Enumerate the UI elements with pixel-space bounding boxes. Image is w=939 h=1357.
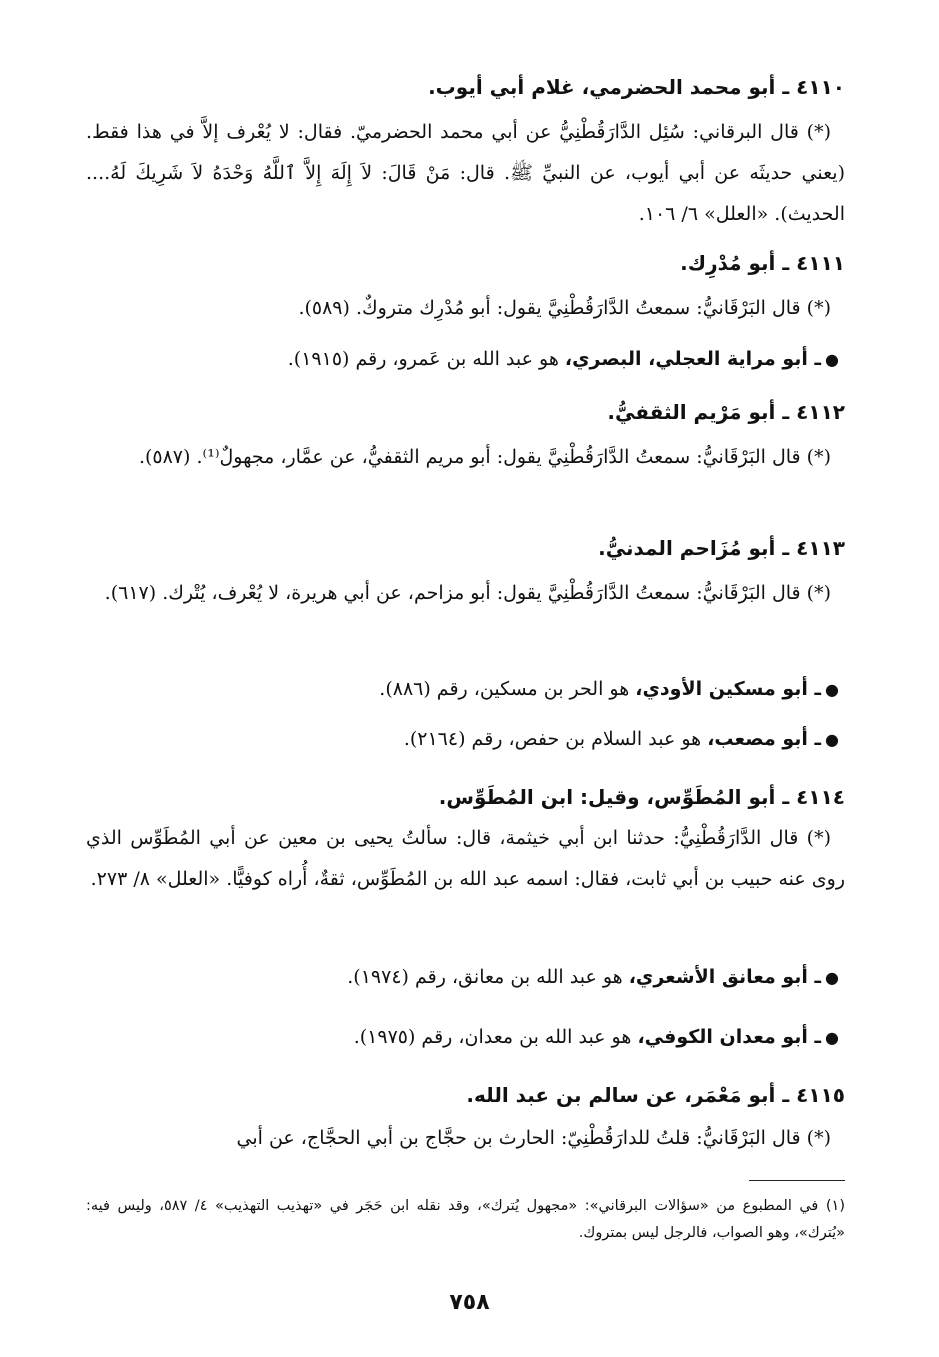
cross-reference-text: هو عبد الله بن معدان، رقم (١٩٧٥).: [353, 1026, 638, 1048]
cross-reference-title: ـ أبو مسكين الأودي،: [635, 678, 822, 700]
entry-heading-4111: ٤١١١ ـ أبو مُدْرِك.: [680, 251, 845, 275]
cross-reference-item: [86, 674, 839, 705]
page-number: ٧٥٨: [449, 1290, 490, 1315]
cross-reference-item: [86, 962, 839, 993]
bullet-icon: ●: [825, 680, 839, 699]
cross-reference-title: ـ أبو مراية العجلي، البصري،: [564, 348, 822, 370]
footnote: (١) في المطبوع من «سؤالات البرقاني»: «مجهول يُترك»، وقد نقله ابن حَجَر في «تهذيب التهذيب» ٤/ ٥٨٧، وليس فيه: «يُترك»، وهو الصواب، فالرجل ليس بمتروك.: [86, 1198, 845, 1241]
cross-reference-text: هو الحر بن مسكين، رقم (٨٨٦).: [379, 678, 636, 700]
bullet-icon: ●: [825, 730, 839, 749]
entry-heading-4114: ٤١١٤ ـ أبو المُطَوِّس، وقيل: ابن المُطَوِّس.: [438, 785, 845, 809]
entry-heading-4113: ٤١١٣ ـ أبو مُزَاحم المدنيُّ.: [598, 536, 845, 560]
cross-reference-title: ـ أبو مصعب،: [707, 728, 822, 750]
cross-reference-item: [86, 724, 839, 755]
entry-text-4112: (*) قال البَرْقَانيُّ: سمعتُ الدَّارَقُطْنِيَّ يقول: أبو مريم الثقفيُّ، عن عمَّار، مجهولٌ⁽¹⁾. (٥٨٧).: [138, 446, 831, 468]
entry-text-4110: (*) قال البرقاني: سُئِل الدَّارَقُطْنِيُّ عن أبي محمد الحضرميّ. فقال: لا يُعْرف إلاَّ في هذا فقط. (يعني حديثَه عن أبي أيوب، عن النبيِّ ﷺ. قال: مَنْ قَالَ: لاَ إِلَهَ إِلاَّ ٱللَّهُ وَحْدَهُ لاَ شَرِيكَ لَهُ.... الحديث). «العلل» ٦/ ١٠٦.: [86, 121, 845, 225]
entry-heading-4110: ٤١١٠ ـ أبو محمد الحضرمي، غلام أبي أيوب.: [428, 75, 845, 99]
bullet-icon: ●: [825, 1028, 839, 1047]
cross-reference-title: ـ أبو معانق الأشعري،: [628, 966, 822, 988]
cross-reference-item: [86, 1022, 839, 1053]
cross-reference-title: ـ أبو معدان الكوفي،: [637, 1026, 822, 1048]
cross-reference-text: هو عبد الله بن معانق، رقم (١٩٧٤).: [347, 966, 629, 988]
bullet-icon: ●: [825, 350, 839, 369]
cross-reference-text: هو عبد الله بن عَمرو، رقم (١٩١٥).: [287, 348, 565, 370]
entry-heading-4112: ٤١١٢ ـ أبو مَرْيم الثقفيُّ.: [607, 400, 845, 424]
cross-reference-text: هو عبد السلام بن حفص، رقم (٢١٦٤).: [403, 728, 708, 750]
entry-text-4115: (*) قال البَرْقَانيُّ: قلتُ للدارَقُطْنِيّ: الحارث بن حجَّاج بن أبي الحجَّاج، عن أبي: [236, 1127, 831, 1149]
entry-text-4111: (*) قال البَرْقَانيُّ: سمعتُ الدَّارَقُطْنِيَّ يقول: أبو مُدْرِك متروكٌ. (٥٨٩).: [298, 297, 831, 319]
entry-text-4113: (*) قال البَرْقَانيُّ: سمعتُ الدَّارَقُطْنِيَّ يقول: أبو مزاحم، عن أبي هريرة، لا يُعْرف، يُتْرك. (٦١٧).: [104, 582, 831, 604]
bullet-icon: ●: [825, 968, 839, 987]
entry-heading-4115: ٤١١٥ ـ أبو مَعْمَر، عن سالم بن عبد الله.: [466, 1083, 845, 1107]
entry-text-4114: (*) قال الدَّارَقُطْنِيُّ: حدثنا ابن أبي خيثمة، قال: سألتُ يحيى بن معين عن أبي المُطَوِّس الذي روى عنه حبيب بن أبي ثابت، فقال: اسمه عبد الله بن المُطَوِّس، ثقةٌ، أُراه كوفيًّا. «العلل» ٨/ ٢٧٣.: [86, 827, 845, 890]
cross-reference-item: [86, 344, 839, 375]
footnote-divider: [749, 1180, 845, 1181]
